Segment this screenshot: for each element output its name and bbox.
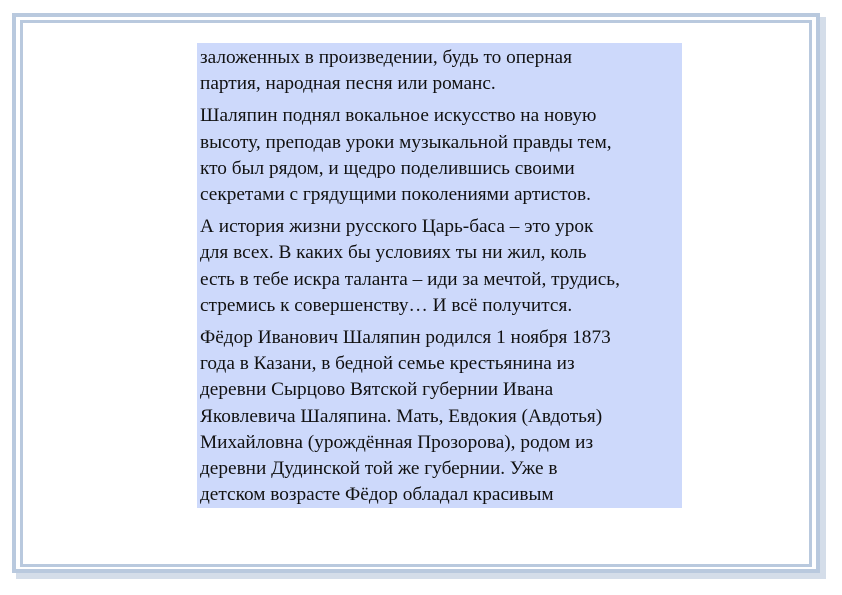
text-line: Яковлевича Шаляпина. Мать, Евдокия (Авдотья) bbox=[200, 405, 603, 427]
text-line: деревни Дудинской той же губернии. Уже в bbox=[200, 458, 558, 480]
text-line: деревни Сырцово Вятской губернии Ивана bbox=[200, 379, 554, 401]
text-line: Шаляпин поднял вокальное искусство на новую bbox=[200, 105, 597, 127]
paragraph bbox=[200, 325, 678, 508]
text-line: для всех. В каких бы условиях ты ни жил, коль bbox=[200, 242, 587, 264]
text-line: есть в тебе искра таланта – иди за мечтой, трудись, bbox=[200, 268, 620, 290]
text-line: года в Казани, в бедной семье крестьянина из bbox=[200, 353, 575, 375]
text-line: детском возрасте Фёдор обладал красивым bbox=[200, 484, 554, 506]
text-line: Михайловна (урождённая Прозорова), родом из bbox=[200, 431, 594, 453]
text-line: А история жизни русского Царь-баса – это урок bbox=[200, 216, 594, 238]
text-line: высоту, преподав уроки музыкальной правды тем, bbox=[200, 131, 612, 153]
text-line: Фёдор Иванович Шаляпин родился 1 ноября 1873 bbox=[200, 327, 611, 349]
paragraph bbox=[200, 103, 678, 208]
paragraph bbox=[200, 45, 678, 97]
slide-text-box bbox=[197, 43, 682, 508]
frame-shadow bbox=[820, 17, 826, 579]
text-line: партия, народная песня или романс. bbox=[200, 73, 496, 95]
text-line: кто был рядом, и щедро поделившись своими bbox=[200, 157, 575, 179]
text-line: заложенных в произведении, будь то оперная bbox=[200, 47, 572, 68]
paragraph bbox=[200, 214, 678, 319]
text-line: стремись к совершенству… И всё получится. bbox=[200, 294, 573, 316]
frame-shadow bbox=[16, 573, 826, 579]
text-line: секретами с грядущими поколениями артистов. bbox=[200, 184, 591, 206]
